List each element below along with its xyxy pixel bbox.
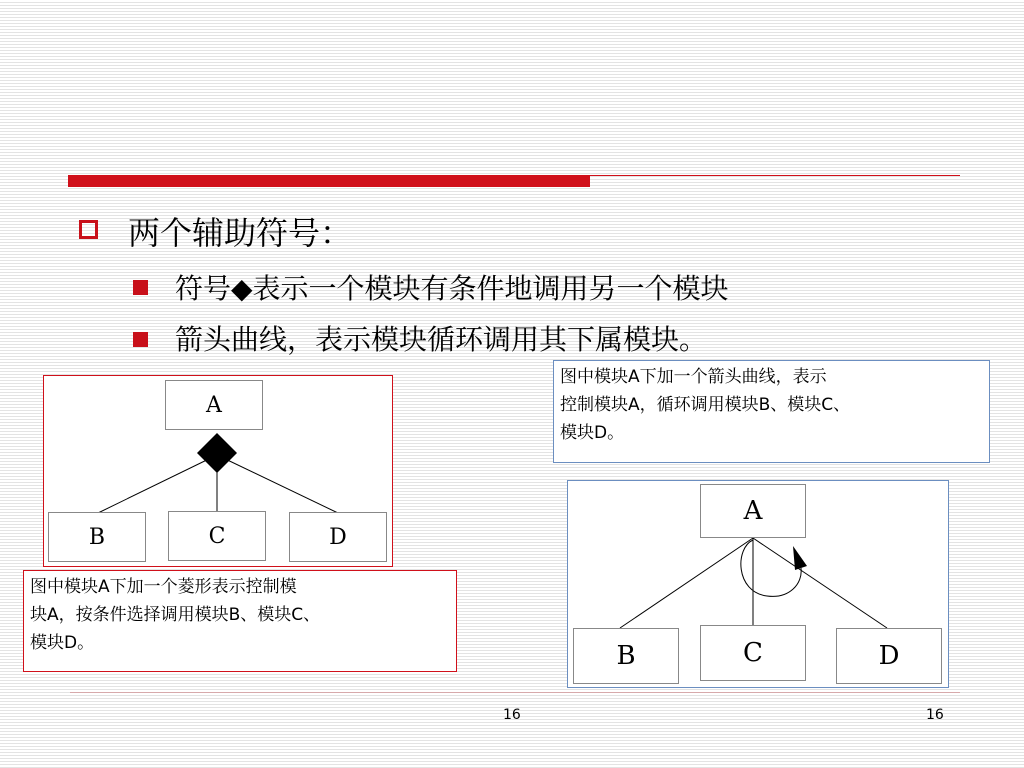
title-rule-thin xyxy=(590,175,960,176)
heading-text: 两个辅助符号： xyxy=(128,214,353,252)
bullet-text-arrow: 箭头曲线，表示模块循环调用其下属模块。 xyxy=(175,323,708,356)
left-module-d: D xyxy=(289,512,387,562)
condition-diamond-icon xyxy=(197,433,237,473)
bullet-text-diamond: 符号◆表示一个模块有条件地调用另一个模块 xyxy=(175,272,729,305)
square-bullet-icon xyxy=(133,280,148,295)
page-number-center: 16 xyxy=(503,707,521,723)
hollow-square-bullet-icon xyxy=(79,220,98,239)
arrowhead-icon xyxy=(793,546,807,570)
right-note-line: 控制模块A，循环调用模块B、模块C、 xyxy=(560,395,851,415)
loop-arrow-curve-icon xyxy=(741,540,801,596)
title-rule-thick xyxy=(68,175,590,187)
right-module-d: D xyxy=(836,628,942,684)
left-module-c: C xyxy=(168,511,266,561)
right-note-line: 模块D。 xyxy=(560,423,625,443)
right-module-b: B xyxy=(573,628,679,684)
left-note-line: 图中模块A下加一个菱形表示控制模 xyxy=(30,577,297,597)
page-number-right: 16 xyxy=(926,707,944,723)
square-bullet-icon xyxy=(133,332,148,347)
right-module-a: A xyxy=(700,484,806,538)
left-note-line: 块A，按条件选择调用模块B、模块C、 xyxy=(30,605,321,625)
left-module-a: A xyxy=(165,380,263,430)
left-note xyxy=(23,570,457,672)
footer-rule xyxy=(70,692,960,693)
right-note-line: 图中模块A下加一个箭头曲线，表示 xyxy=(560,367,827,387)
right-module-c: C xyxy=(700,625,806,681)
right-note xyxy=(553,360,990,463)
left-module-b: B xyxy=(48,512,146,562)
left-note-line: 模块D。 xyxy=(30,633,95,653)
